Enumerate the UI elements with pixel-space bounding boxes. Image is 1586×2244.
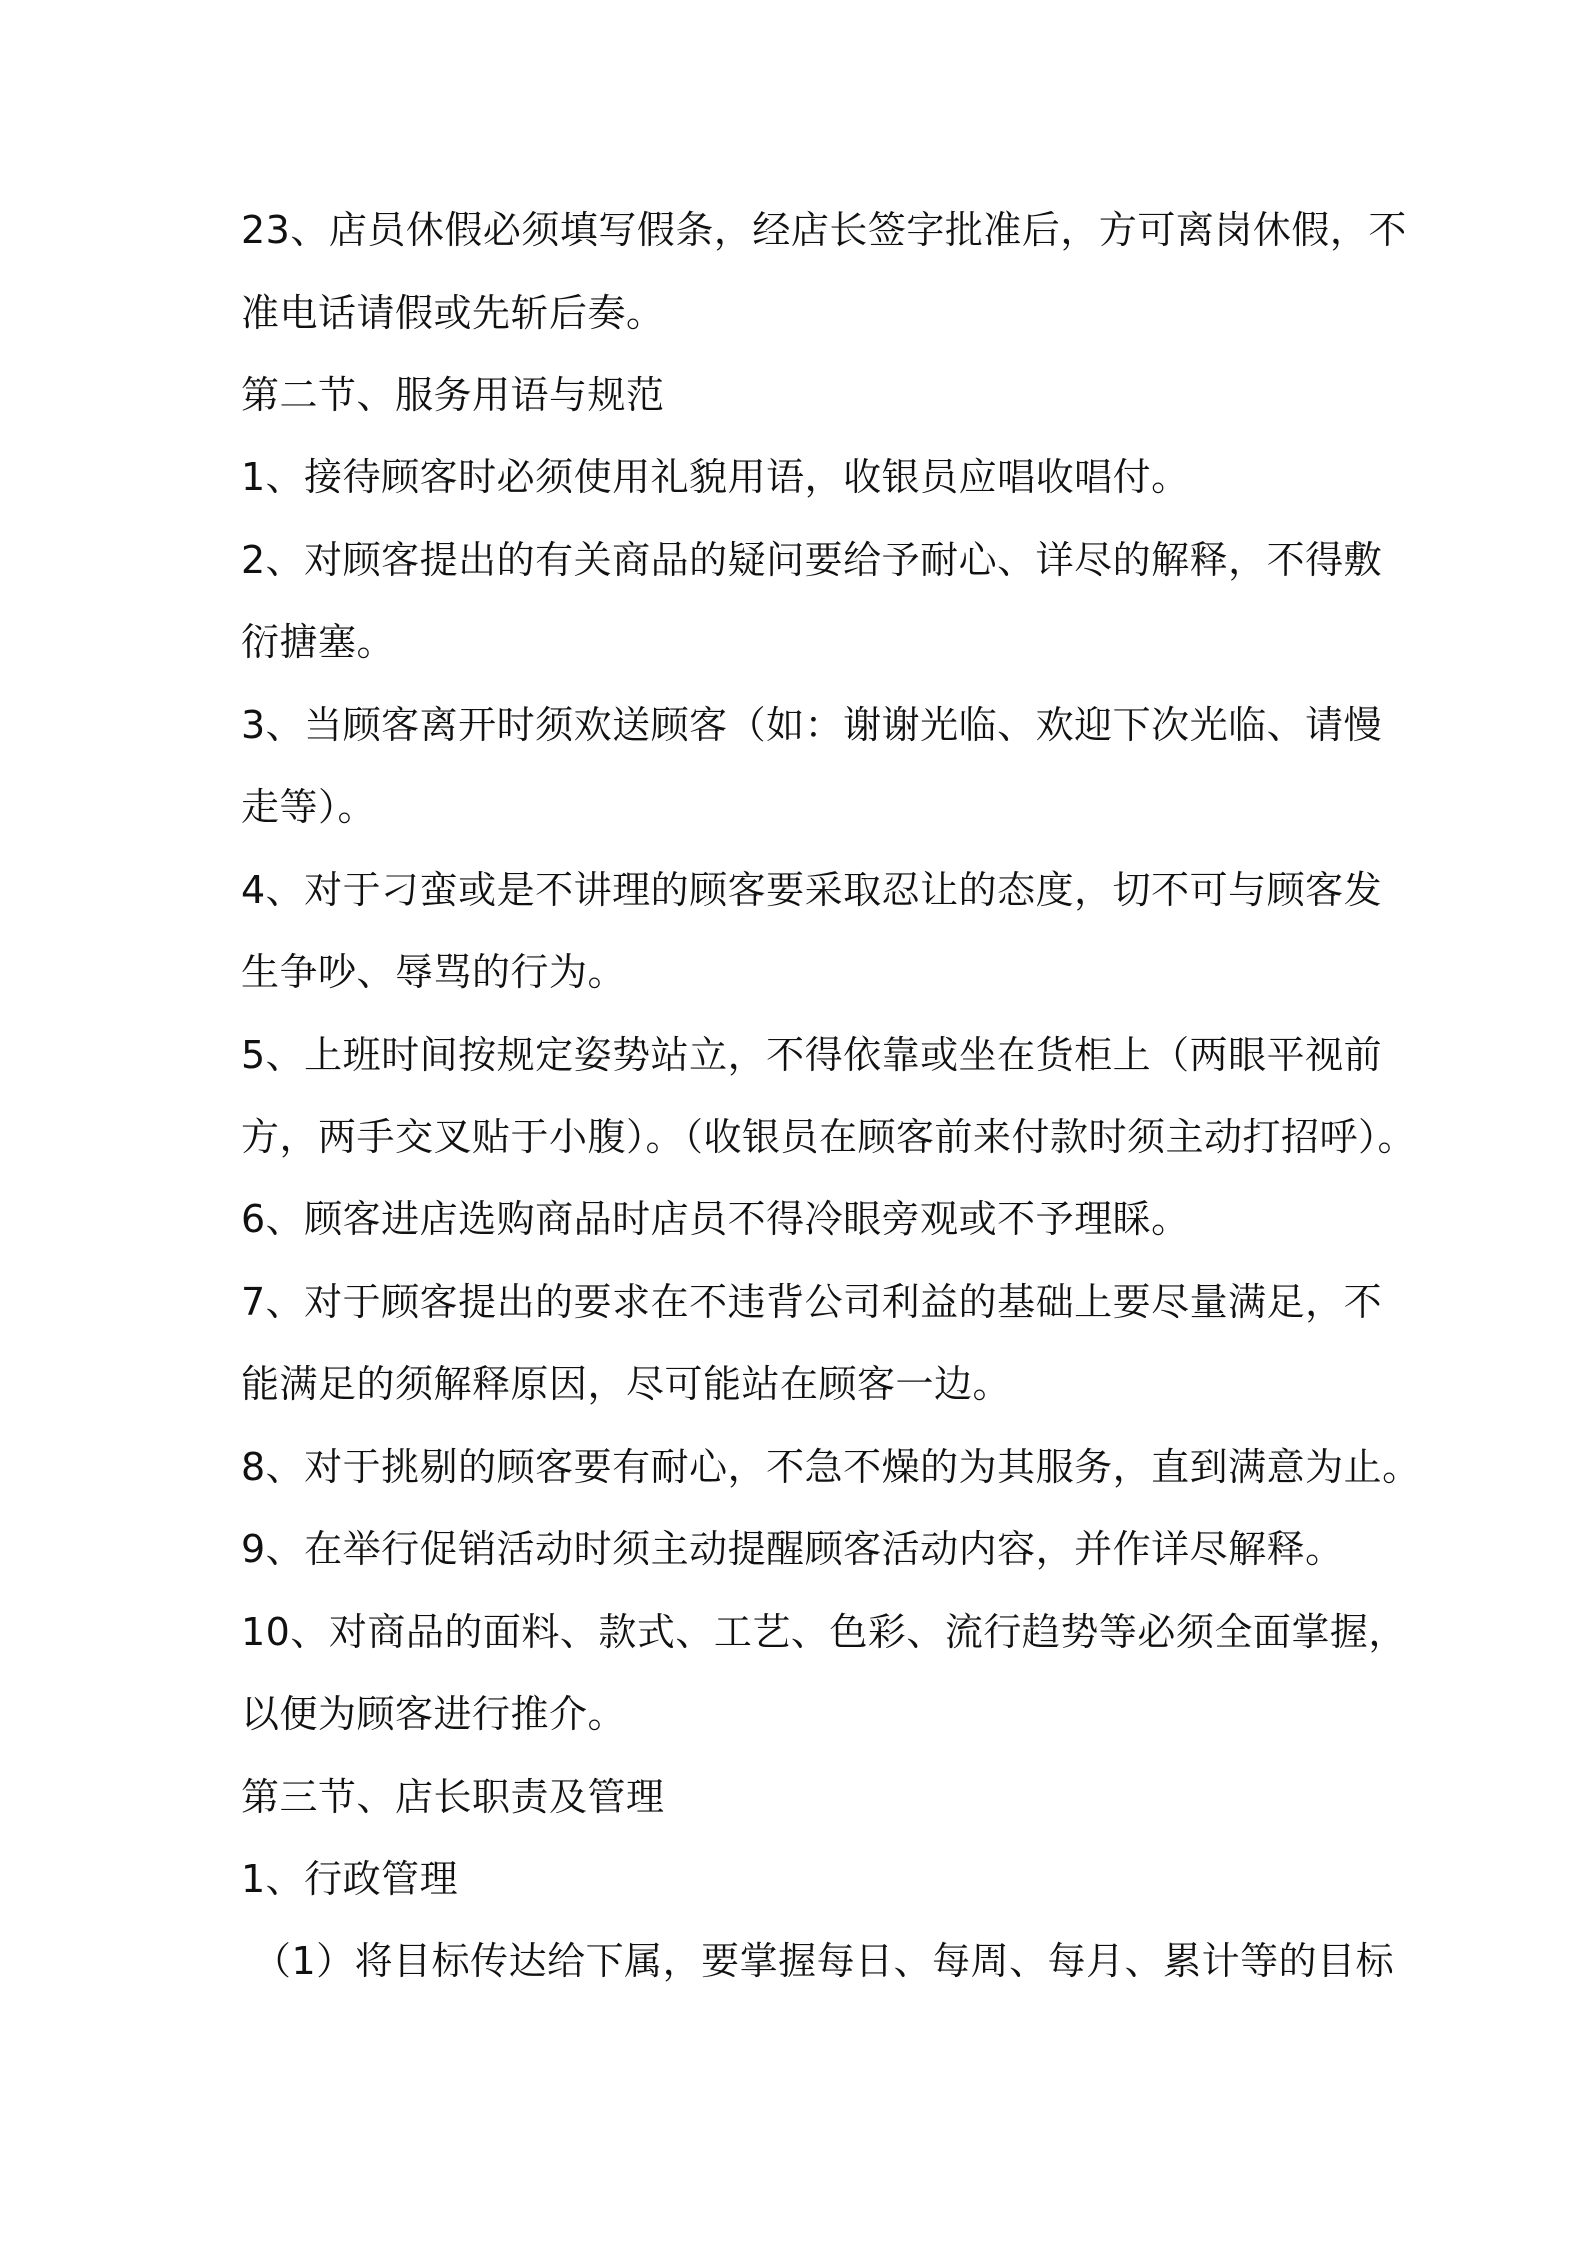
- rule-23-line-2: 准电话请假或先斩后奏。: [241, 291, 665, 335]
- service-rule-4-line-1: 4、对于刁蛮或是不讲理的顾客要采取忍让的态度，切不可与顾客发: [241, 868, 1383, 912]
- service-rule-3-line-2: 走等）。: [241, 785, 377, 829]
- service-rule-2-line-1: 2、对顾客提出的有关商品的疑问要给予耐心、详尽的解释，不得敷: [241, 538, 1383, 582]
- service-rule-10-line-1: 10、对商品的面料、款式、工艺、色彩、流行趋势等必须全面掌握，: [241, 1610, 1407, 1654]
- service-rule-5-line-2: 方，两手交叉贴于小腹）。（收银员在顾客前来付款时须主动打招呼）。: [241, 1115, 1417, 1159]
- service-rule-8: 8、对于挑剔的顾客要有耐心，不急不燥的为其服务，直到满意为止。: [241, 1445, 1421, 1489]
- service-rule-5-line-1: 5、上班时间按规定姿势站立，不得依靠或坐在货柜上（两眼平视前: [241, 1033, 1383, 1077]
- admin-management-heading: 1、行政管理: [241, 1857, 459, 1901]
- service-rule-10-line-2: 以便为顾客进行推介。: [241, 1692, 627, 1736]
- admin-item-1-line-1: （1）将目标传达给下属，要掌握每日、每周、每月、累计等的目标: [253, 1939, 1395, 1983]
- service-rule-3-line-1: 3、当顾客离开时须欢送顾客（如：谢谢光临、欢迎下次光临、请慢: [241, 703, 1383, 747]
- service-rule-1: 1、接待顾客时必须使用礼貌用语，收银员应唱收唱付。: [241, 455, 1190, 499]
- section-2-heading: 第二节、服务用语与规范: [241, 373, 665, 417]
- rule-23-line-1: 23、店员休假必须填写假条，经店长签字批准后，方可离岗休假，不: [241, 208, 1407, 252]
- service-rule-6: 6、顾客进店选购商品时店员不得冷眼旁观或不予理睬。: [241, 1197, 1190, 1241]
- service-rule-4-line-2: 生争吵、辱骂的行为。: [241, 950, 627, 994]
- service-rule-9: 9、在举行促销活动时须主动提醒顾客活动内容，并作详尽解释。: [241, 1527, 1344, 1571]
- service-rule-7-line-1: 7、对于顾客提出的要求在不违背公司利益的基础上要尽量满足，不: [241, 1280, 1383, 1324]
- service-rule-7-line-2: 能满足的须解释原因，尽可能站在顾客一边。: [241, 1362, 1012, 1406]
- service-rule-2-line-2: 衍搪塞。: [241, 620, 396, 664]
- section-3-heading: 第三节、店长职责及管理: [241, 1775, 665, 1819]
